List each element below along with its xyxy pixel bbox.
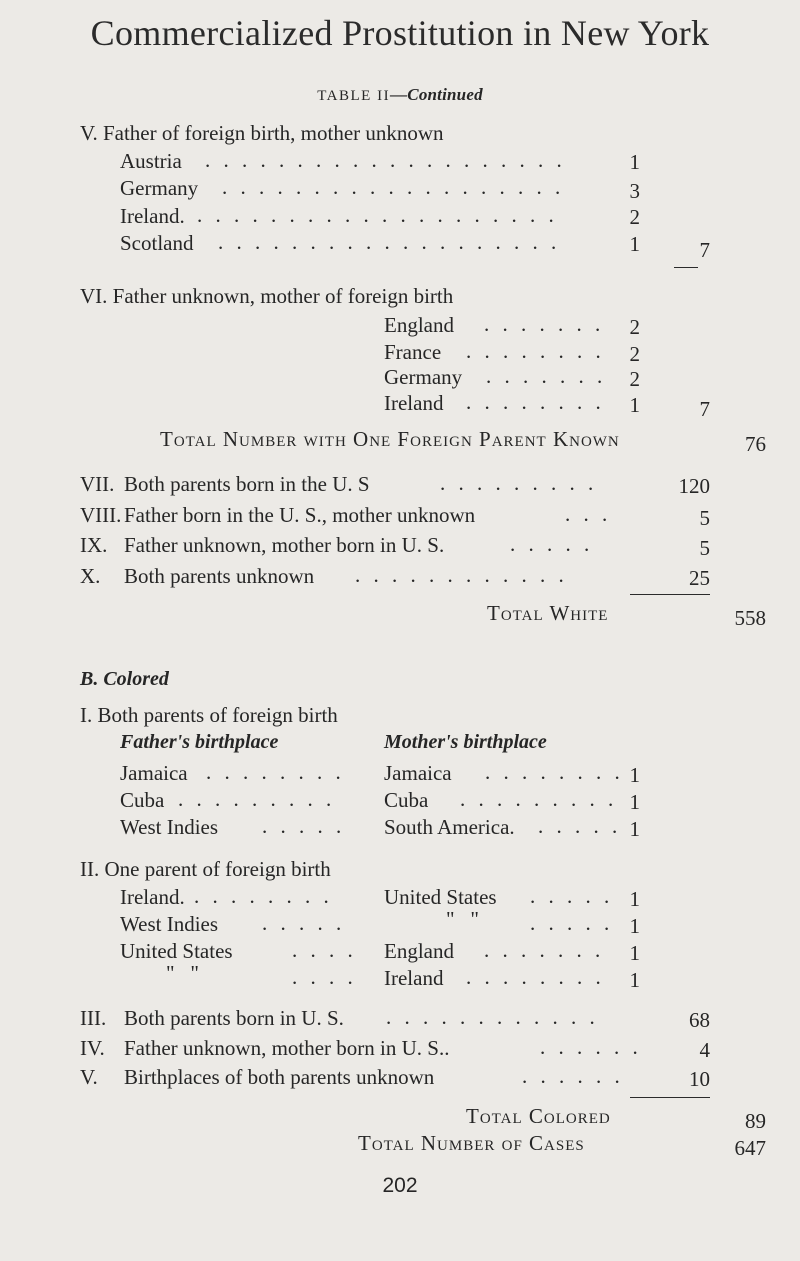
section-vi-row-label: Germany: [384, 365, 463, 389]
leader-dots: . . . . .: [530, 884, 614, 908]
row-number: IV.: [80, 1036, 105, 1060]
table-caption: [0, 85, 800, 105]
row-value: 5: [699, 536, 710, 560]
row-number: V.: [80, 1065, 98, 1089]
leader-dots: . . . . . . . . . . . . . . . . . . . .: [205, 148, 566, 172]
mother-birthplace: Jamaica: [384, 761, 452, 785]
continued-label: —Continued: [390, 85, 483, 104]
subtotal-rule: [674, 267, 698, 268]
mother-birthplace: United States: [384, 885, 497, 909]
colored-row-value: 1: [629, 887, 640, 911]
father-birthplace: West Indies: [120, 815, 219, 839]
section-v-row-label: Scotland: [120, 231, 194, 255]
row-label: Father born in the U. S., mother unknown: [124, 503, 476, 527]
total-white-value: 558: [734, 606, 766, 630]
table-label: TABLE II: [317, 88, 391, 104]
ditto-marks: " ": [446, 907, 479, 931]
leader-dots: . . .: [565, 502, 612, 526]
leader-dots: . . . . .: [262, 911, 346, 935]
section-v-row-value: 3: [629, 179, 640, 203]
mother-birthplace: South America.: [384, 815, 515, 839]
leader-dots: . . . . . .: [522, 1064, 624, 1088]
colored-row-value: 1: [629, 914, 640, 938]
row-value: 68: [689, 1008, 710, 1032]
mother-birthplace-header: Mother's birthplace: [384, 731, 547, 753]
leader-dots: . . . . . .: [540, 1035, 642, 1059]
father-birthplace: Ireland.: [120, 885, 185, 909]
row-value: 4: [699, 1038, 710, 1062]
row-label: Both parents unknown: [124, 564, 315, 588]
row-value: 10: [689, 1067, 710, 1091]
row-label: Both parents born in the U. S: [124, 472, 370, 496]
row-label: Father unknown, mother born in U. S..: [124, 1036, 450, 1060]
section-v-subtotal: 7: [699, 238, 710, 262]
section-v-row-label: Austria: [120, 149, 182, 173]
colored-row-value: 1: [629, 941, 640, 965]
row-value: 25: [689, 566, 710, 590]
total-colored-label: Total Colored: [466, 1104, 611, 1128]
leader-dots: . . . . . . . . . . . .: [355, 563, 568, 587]
father-birthplace: Jamaica: [120, 761, 188, 785]
section-vi-row-label: Ireland: [384, 391, 444, 415]
row-number: VII.: [80, 472, 115, 496]
section-vi-row-value: 1: [629, 393, 640, 417]
leader-dots: . . . . .: [530, 911, 614, 935]
leader-dots: . . . . . . . . .: [178, 787, 336, 811]
leader-dots: . . . . . . . . . . . . . . . . . . .: [218, 230, 561, 254]
colored-row-value: 1: [629, 968, 640, 992]
total-rule: [630, 1097, 710, 1098]
mother-birthplace: Cuba: [384, 788, 429, 812]
total-foreign-parent-value: 76: [745, 432, 766, 456]
mother-birthplace: Ireland: [384, 966, 444, 990]
row-value: 120: [678, 474, 710, 498]
colored-section-i-heading: I. Both parents of foreign birth: [80, 703, 338, 727]
total-colored-value: 89: [745, 1109, 766, 1133]
colored-row-value: 1: [629, 817, 640, 841]
leader-dots: . . . . .: [262, 814, 346, 838]
ditto-marks: " ": [166, 961, 199, 985]
section-vi-heading: VI. Father unknown, mother of foreign birth: [80, 284, 454, 308]
section-vi-row-label: England: [384, 313, 454, 337]
leader-dots: . . . . . . .: [486, 364, 607, 388]
section-vi-row-value: 2: [629, 367, 640, 391]
row-value: 5: [699, 506, 710, 530]
row-number: VIII.: [80, 503, 122, 527]
colored-heading: B. Colored: [80, 668, 169, 690]
father-birthplace: West Indies: [120, 912, 219, 936]
total-cases-label: Total Number of Cases: [358, 1131, 585, 1155]
section-vi-row-value: 2: [629, 342, 640, 366]
leader-dots: . . . . . . . .: [466, 390, 605, 414]
colored-row-value: 1: [629, 763, 640, 787]
section-vi-row-label: France: [384, 340, 442, 364]
father-birthplace: United States: [120, 939, 233, 963]
leader-dots: . . . . . . . . . . . . . . . . . . . .: [197, 203, 558, 227]
leader-dots: . . . . . . . .: [466, 339, 605, 363]
row-number: IX.: [80, 533, 108, 557]
leader-dots: . . . . . . . . .: [440, 471, 598, 495]
section-v-heading: V. Father of foreign birth, mother unknown: [80, 121, 444, 145]
leader-dots: . . . .: [292, 938, 357, 962]
total-rule: [630, 594, 710, 595]
section-v-row-value: 1: [629, 150, 640, 174]
leader-dots: . . . . . . . .: [466, 965, 605, 989]
row-number: X.: [80, 564, 101, 588]
total-foreign-parent-label: Total Number with One Foreign Parent Known: [160, 427, 620, 451]
page-number: 202: [382, 1174, 418, 1197]
running-title: Commercialized Prostitution in New York: [90, 13, 710, 53]
leader-dots: . . . . .: [510, 532, 594, 556]
section-vi-row-value: 2: [629, 315, 640, 339]
leader-dots: . . . . . . .: [484, 938, 605, 962]
father-birthplace: Cuba: [120, 788, 165, 812]
total-cases-value: 647: [734, 1136, 766, 1160]
colored-section-ii-heading: II. One parent of foreign birth: [80, 857, 331, 881]
leader-dots: . . . . . . . .: [206, 760, 345, 784]
father-birthplace-header: Father's birthplace: [120, 731, 279, 753]
section-v-row-value: 1: [629, 232, 640, 256]
total-white-label: Total White: [487, 601, 609, 625]
leader-dots: . . . . . . . . . . . .: [386, 1005, 599, 1029]
row-label: Birthplaces of both parents unknown: [124, 1065, 435, 1089]
leader-dots: . . . .: [292, 965, 357, 989]
mother-birthplace: England: [384, 939, 454, 963]
leader-dots: . . . . .: [538, 814, 622, 838]
leader-dots: . . . . . . . . .: [460, 787, 618, 811]
leader-dots: . . . . . . . . . . . . . . . . . . .: [222, 175, 565, 199]
leader-dots: . . . . . . . .: [485, 760, 624, 784]
leader-dots: . . . . . . . .: [194, 884, 333, 908]
section-vi-subtotal: 7: [699, 397, 710, 421]
row-label: Both parents born in U. S.: [124, 1006, 344, 1030]
row-label: Father unknown, mother born in U. S.: [124, 533, 445, 557]
row-number: III.: [80, 1006, 107, 1030]
colored-row-value: 1: [629, 790, 640, 814]
section-v-row-label: Ireland.: [120, 204, 185, 228]
leader-dots: . . . . . . .: [484, 312, 605, 336]
section-v-row-label: Germany: [120, 176, 199, 200]
section-v-row-value: 2: [629, 205, 640, 229]
